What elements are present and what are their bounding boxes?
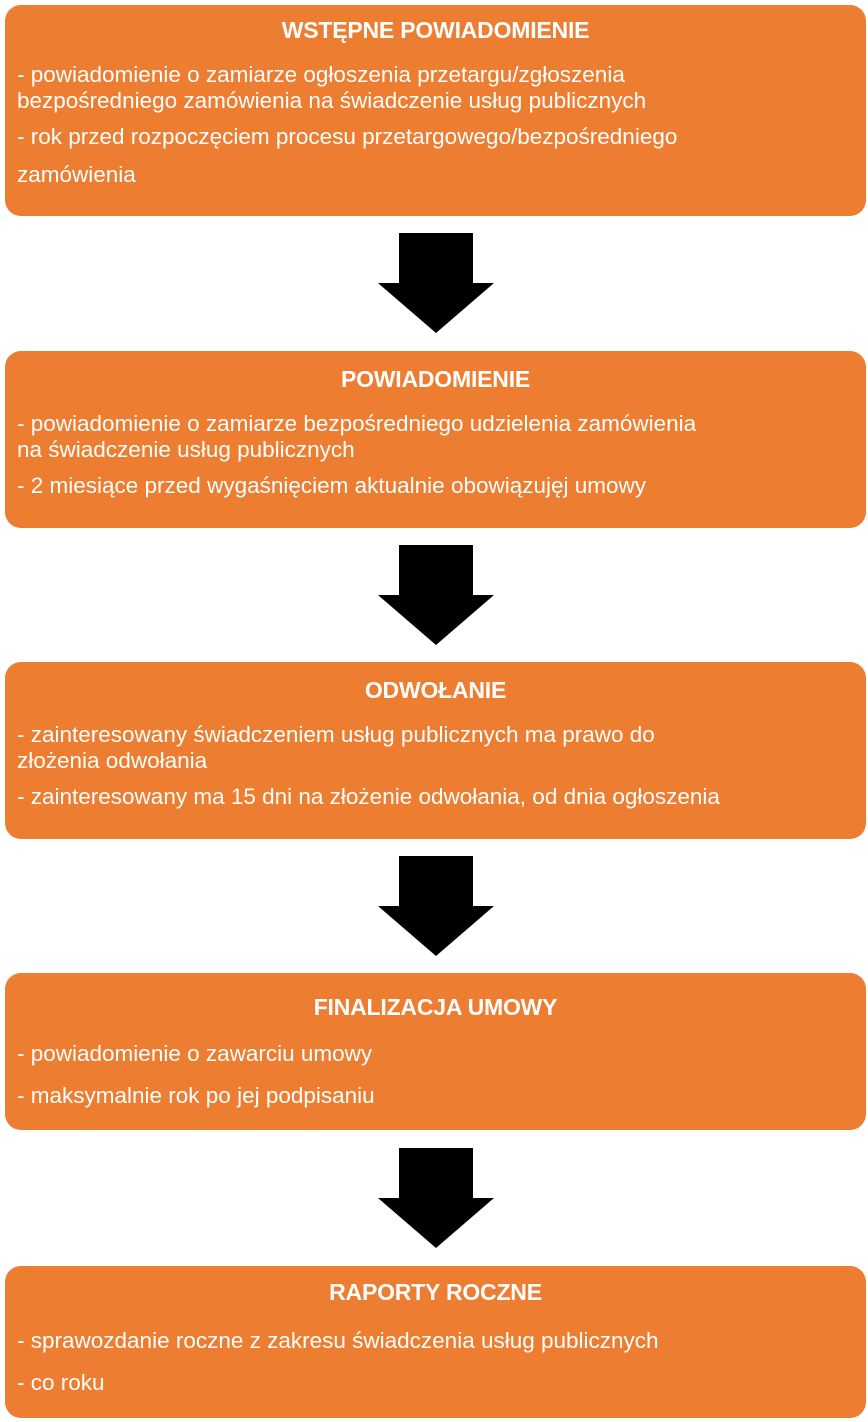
step-line: bezpośredniego zamówienia na świadczenie usług publicznych (17, 88, 647, 113)
step-lines (17, 1037, 854, 1113)
step-lines (17, 1324, 854, 1400)
step-title: RAPORTY ROCZNE (329, 1279, 542, 1305)
step-line: - zainteresowany ma 15 dni na złożenie odwołania, od dnia ogłoszenia (17, 784, 720, 809)
step-line: na świadczenie usług publicznych (17, 437, 355, 462)
step-box-initial-notice (5, 5, 866, 216)
step-line: - zainteresowany świadczeniem usług publicznych ma prawo do (17, 722, 655, 747)
arrow-down-icon (378, 233, 494, 333)
step-box-appeal (5, 662, 866, 839)
step-line: złożenia odwołania (17, 748, 208, 773)
step-line: - powiadomienie o zamiarze bezpośredniego udzielenia zamówienia (17, 411, 697, 436)
arrow-down-icon (378, 856, 494, 956)
step-title: ODWOŁANIE (364, 677, 507, 703)
step-line: - powiadomienie o zamiarze ogłoszenia przetargu/zgłoszenia (17, 62, 625, 87)
step-box-annual-reports (5, 1266, 866, 1418)
step-lines (17, 718, 854, 814)
step-box-contract-finalization (5, 973, 866, 1130)
arrow-down-icon (378, 545, 494, 645)
step-title: WSTĘPNE POWIADOMIENIE (281, 17, 590, 43)
step-box-notice (5, 351, 866, 528)
step-line: - sprawozdanie roczne z zakresu świadczenia usług publicznych (17, 1328, 659, 1353)
step-line: - rok przed rozpoczęciem procesu przetargowego/bezpośredniego (17, 124, 678, 149)
step-line: - maksymalnie rok po jej podpisaniu (17, 1083, 375, 1108)
step-line: - powiadomienie o zawarciu umowy (17, 1041, 373, 1066)
step-line: - co roku (17, 1370, 105, 1395)
step-line: zamówienia (17, 162, 136, 187)
step-title: FINALIZACJA UMOWY (313, 994, 558, 1020)
step-lines (17, 407, 854, 503)
step-title: POWIADOMIENIE (340, 366, 531, 392)
step-line: - 2 miesiące przed wygaśnięciem aktualnie obowiązujęj umowy (17, 473, 647, 498)
arrow-down-icon (378, 1148, 494, 1248)
step-lines (17, 58, 854, 192)
